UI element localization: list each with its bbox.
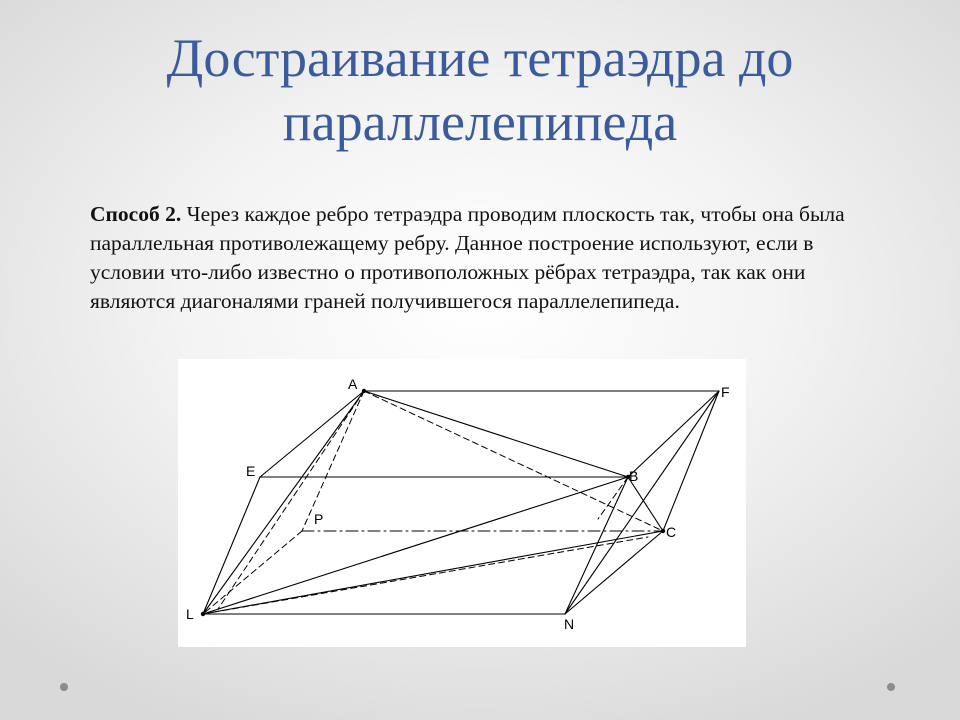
hidden-edge-A-P <box>302 391 364 531</box>
vertex-label-B: B <box>629 468 639 484</box>
edge-F-C <box>663 391 719 531</box>
vertex-point-A <box>362 389 366 393</box>
edge-A-E <box>260 391 364 477</box>
vertex-label-N: N <box>564 616 575 632</box>
hidden-edge-B-inner <box>598 477 628 519</box>
edge-A-B <box>364 391 628 477</box>
method-description: Через каждое ребро тетраэдра проводим плоскость так, чтобы она была параллельная противолежащему ребру. Данное построение используют, если в условии что-либо известно о противоположных рёбрах тетраэдра, так как они являются диагоналями граней получившегося параллелепипеда. <box>90 202 845 313</box>
decorative-dot-left <box>60 683 68 691</box>
vertex-label-L: L <box>186 606 194 622</box>
vertex-label-E: E <box>246 463 256 479</box>
edge-E-L <box>203 477 260 614</box>
edge-A-L <box>203 391 364 614</box>
vertex-label-P: P <box>314 511 324 527</box>
vertex-label-A: A <box>348 376 358 392</box>
edge-L-B <box>203 477 628 614</box>
decorative-dot-right <box>887 683 895 691</box>
hidden-edge-P-L <box>203 531 302 614</box>
vertex-point-C <box>661 529 665 533</box>
vertex-point-L <box>201 612 205 616</box>
slide-title: Достраивание тетраэдра до параллелепипеда <box>166 28 794 152</box>
edge-F-N <box>565 391 719 614</box>
parallelepiped-diagram <box>178 359 746 647</box>
vertex-label-C: C <box>666 524 677 540</box>
edge-F-B <box>628 391 719 477</box>
hidden-edge-A-C <box>364 391 663 531</box>
method-label: Способ 2. <box>90 202 182 226</box>
edge-B-N <box>565 477 628 614</box>
parallelepiped-figure <box>178 359 746 647</box>
hidden-edge-A-L-inner <box>218 391 364 609</box>
vertex-label-F: F <box>721 384 730 400</box>
body-text <box>90 200 860 316</box>
